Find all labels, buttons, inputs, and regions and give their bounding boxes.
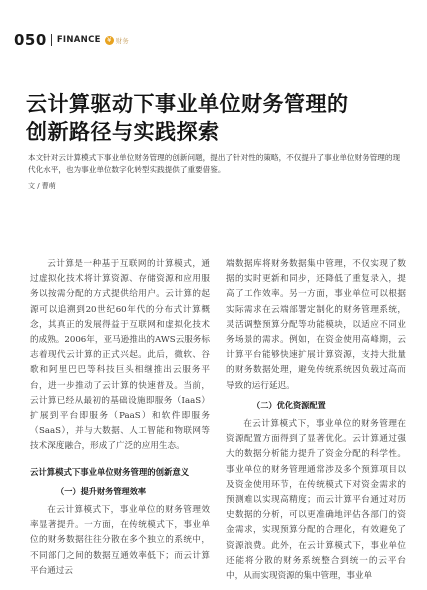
title-line-1: 云计算驱动下事业单位财务管理的	[26, 92, 349, 116]
header-divider	[51, 34, 52, 46]
title-line-2: 创新路径与实践探索	[26, 120, 220, 144]
section-heading: 云计算模式下事业单位财务管理的创新意义	[30, 466, 190, 477]
body-column-right	[226, 257, 406, 584]
subsection-heading: （一）提升财务管理效率	[56, 485, 147, 496]
paragraph: 端数据库将财务数据集中管理，不仅实现了数据的实时更新和同步，还降低了重复录入，提高了工作效率。另一方面，事业单位可以根据实际需求在云端部署定制化的财务管理系统，灵活调整预算分配等功能模块，以适应不同业务场景的需求。例如，在资金使用高峰期，云计算平台能够快速扩展计算资源，支持大批量的财务数据处理，避免传统系统因负载过高而导致的运行延迟。	[226, 259, 406, 391]
paragraph: 在云计算模式下，事业单位的财务管理在资源配置方面得到了显著优化。云计算通过强大的数据分析能力提升了资金分配的科学性。事业单位的财务管理通常涉及多个预算项目以及资金使用环节，在传统模式下对资金需求的预测难以实现高精度；而云计算平台通过对历史数据的分析，可以更准确地评估各部门的资金需求，实现预算分配的合理化，有效避免了资源浪费。此外，在云计算模式下，事业单位还能将分散的财务系统整合到统一的云平台中，从而实现资源的集中管理，事业单	[226, 419, 406, 582]
section-label-cn: 财务	[115, 36, 129, 45]
section-label: FINANCE	[56, 35, 101, 45]
article-abstract: 本文针对云计算模式下事业单位财务管理的创新问题，提出了针对性的策略，不仅提升了事业单位财务管理的现代化水平，也为事业单位数字化转型实践提供了重要借鉴。	[28, 153, 401, 174]
page-header	[14, 28, 129, 52]
body-column-left	[30, 257, 210, 579]
yen-coin-icon: ¥	[105, 36, 114, 45]
article-author: 文 / 曹萌	[28, 182, 56, 190]
paragraph: 在云计算模式下，事业单位的财务管理效率显著提升。一方面，在传统模式下，事业单位的财务数据往往分散在多个独立的系统中，不同部门之间的数据互通效率低下；而云计算平台通过云	[30, 505, 210, 576]
page-number: 050	[14, 31, 47, 49]
paragraph: 云计算是一种基于互联网的计算模式，通过虚拟化技术将计算资源、存储资源和应用服务以按需分配的方式提供给用户。云计算的起源可以追溯到20世纪60年代的分布式计算概念，其真正的发展得益于互联网和虚拟化技术的成熟。2006年，亚马逊推出的AWS云服务标志着现代云计算的正式兴起。此后，微软、谷歌和阿里巴巴等科技巨头相继推出云服务平台，进一步推动了云计算的快速普及。当前，云计算已经从最初的基础设施即服务（IaaS）扩展到平台即服务（PaaS）和软件即服务（SaaS），并与大数据、人工智能和物联网等技术深度融合，形成了广泛的应用生态。	[30, 259, 210, 452]
subsection-heading: （二）优化资源配置	[252, 399, 326, 410]
article-title	[26, 90, 406, 146]
